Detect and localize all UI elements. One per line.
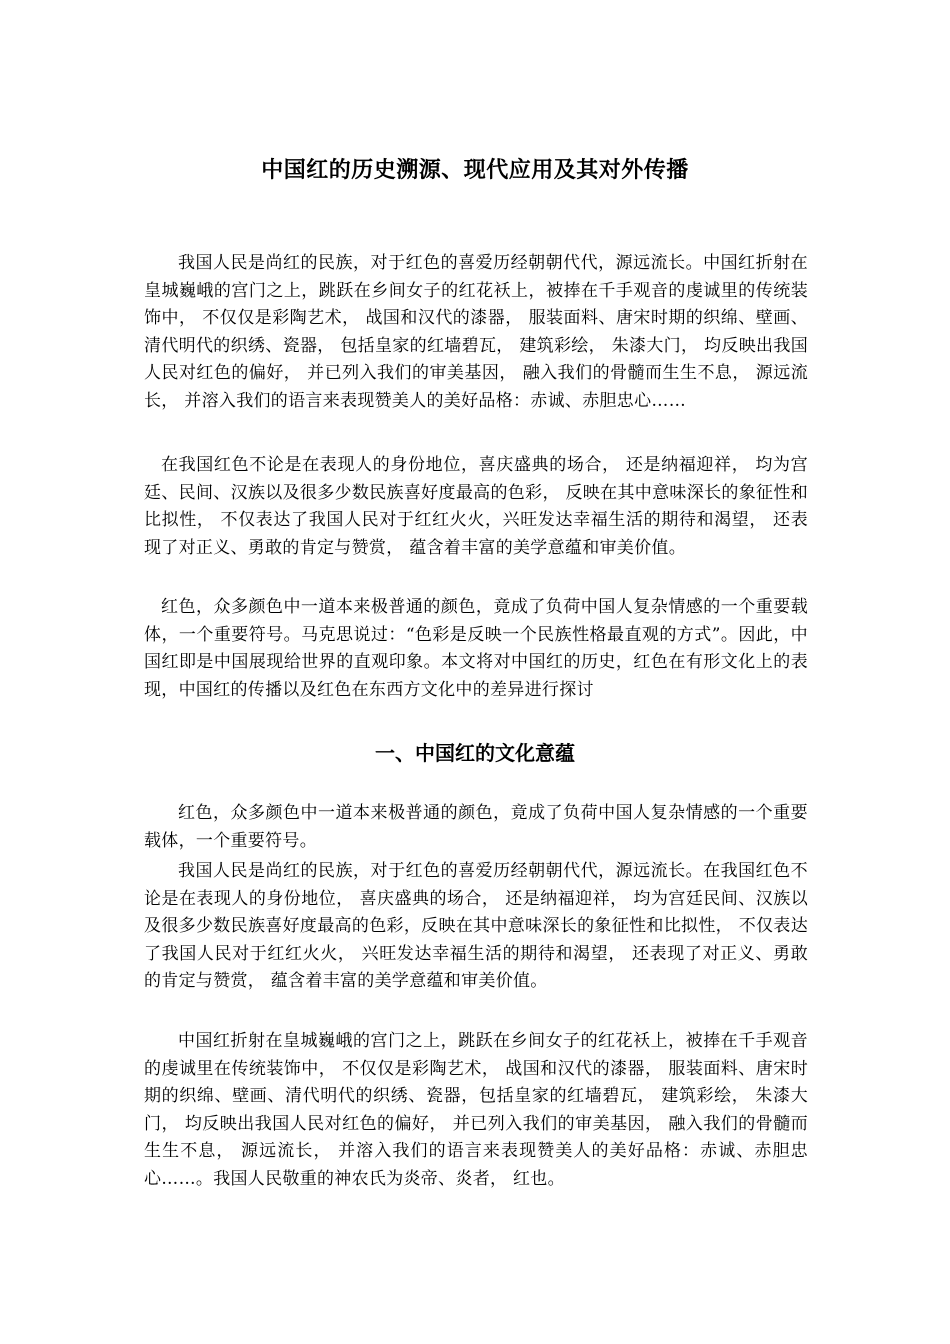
intro-paragraph: 我国人民是尚红的民族，对于红色的喜爱历经朝朝代代，源远流长。中国红折射在皇城巍峨的宫门之上，跳跃在乡间女子的红花袄上，被捧在千手观音的虔诚里的传统装饰中， 不仅仅是彩陶艺术， 战国和汉代的漆器， 服装面料、唐宋时期的织绵、壁画、清代明代的织绣、瓷器， 包括皇家的红墙碧瓦， 建筑彩绘， 朱漆大门， 均反映出我国人民对红色的偏好， 并已列入我们的审美基因， 融入我们的骨髓而生生不息， 源远流长， 并溶入我们的语言来表现赞美人的美好品格：赤诚、赤胆忠心…… [144, 253, 808, 411]
section-paragraph: 红色，众多颜色中一道本来极普通的颜色，竟成了负荷中国人复杂情感的一个重要载体，一个重要符号。 [144, 803, 808, 851]
section-paragraph: 中国红折射在皇城巍峨的宫门之上，跳跃在乡间女子的红花袄上，被捧在千手观音的虔诚里在传统装饰中， 不仅仅是彩陶艺术， 战国和汉代的漆器， 服装面料、唐宋时期的织绵、壁画、清代明代的织绣、瓷器，包括皇家的红墙碧瓦， 建筑彩绘， 朱漆大门， 均反映出我国人民对红色的偏好， 并已列入我们的审美基因， 融入我们的骨髓而生生不息， 源远流长， 并溶入我们的语言来表现赞美人的美好品格：赤诚、赤胆忠心……。我国人民敬重的神农氏为炎帝、炎者， 红也。 [144, 1031, 808, 1189]
section-paragraph: 我国人民是尚红的民族，对于红色的喜爱历经朝朝代代，源远流长。在我国红色不论是在表现人的身份地位， 喜庆盛典的场合， 还是纳福迎祥， 均为宫廷民间、汉族以及很多少数民族喜好度最高的色彩，反映在其中意味深长的象征性和比拟性， 不仅表达了我国人民对于红红火火， 兴旺发达幸福生活的期待和渴望， 还表现了对正义、勇敢的肯定与赞赏， 蕴含着丰富的美学意蕴和审美价值。 [144, 861, 808, 991]
intro-paragraph: 红色，众多颜色中一道本来极普通的颜色，竟成了负荷中国人复杂情感的一个重要载体，一个重要符号。马克思说过：“色彩是反映一个民族性格最直观的方式”。因此，中国红即是中国展现给世界的直观印象。本文将对中国红的历史，红色在有形文化上的表现，中国红的传播以及红色在东西方文化中的差异进行探讨 [144, 597, 808, 700]
document-title: 中国红的历史溯源、现代应用及其对外传播 [261, 158, 689, 183]
intro-paragraph: 在我国红色不论是在表现人的身份地位，喜庆盛典的场合， 还是纳福迎祥， 均为宫廷、民间、汉族以及很多少数民族喜好度最高的色彩， 反映在其中意味深长的象征性和比拟性， 不仅表达了我国人民对于红红火火，兴旺发达幸福生活的期待和渴望， 还表现了对正义、勇敢的肯定与赞赏， 蕴含着丰富的美学意蕴和审美价值。 [144, 455, 808, 558]
section-heading: 一、中国红的文化意蕴 [375, 741, 575, 765]
